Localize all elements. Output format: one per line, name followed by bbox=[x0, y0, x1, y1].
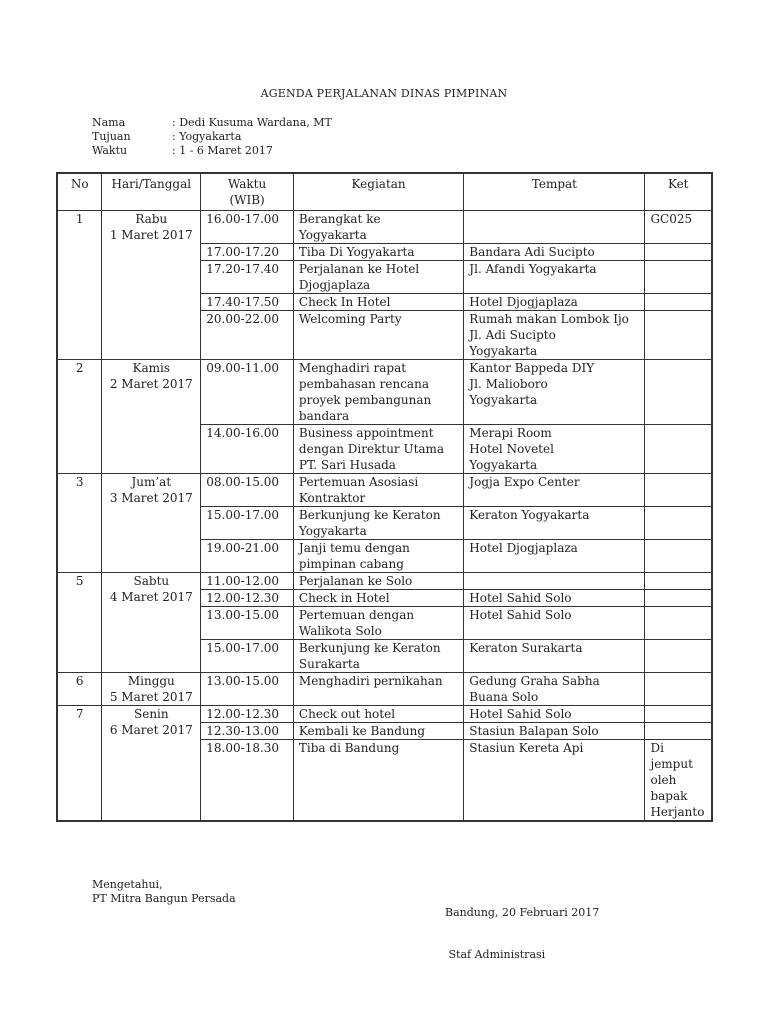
cell-day: Minggu 5 Maret 2017 bbox=[102, 673, 201, 706]
cell-time: 19.00-21.00 bbox=[201, 540, 294, 573]
cell-note: Di jemput oleh bapak Herjanto bbox=[645, 740, 712, 822]
cell-note bbox=[645, 507, 712, 540]
cell-no: 2 bbox=[57, 360, 102, 474]
meta-label: Tujuan bbox=[92, 130, 131, 143]
table-row bbox=[57, 706, 712, 723]
cell-note bbox=[645, 607, 712, 640]
cell-activity: Tiba di Bandung bbox=[293, 740, 463, 822]
footer-acknowledged: Mengetahui, bbox=[92, 878, 163, 891]
cell-time: 09.00-11.00 bbox=[201, 360, 294, 425]
cell-no: 7 bbox=[57, 706, 102, 822]
meta-row-nama bbox=[92, 116, 332, 130]
cell-activity: Berangkat ke Yogyakarta bbox=[293, 211, 463, 244]
cell-note bbox=[645, 673, 712, 706]
cell-activity: Janji temu dengan pimpinan cabang bbox=[293, 540, 463, 573]
cell-activity: Check In Hotel bbox=[293, 294, 463, 311]
cell-time: 11.00-12.00 bbox=[201, 573, 294, 590]
footer-company: PT Mitra Bangun Persada bbox=[92, 892, 236, 905]
cell-no: 6 bbox=[57, 673, 102, 706]
meta-value: : 1 - 6 Maret 2017 bbox=[172, 144, 273, 157]
cell-time: 13.00-15.00 bbox=[201, 607, 294, 640]
header-no: No bbox=[57, 173, 102, 211]
cell-time: 08.00-15.00 bbox=[201, 474, 294, 507]
cell-place: Stasiun Balapan Solo bbox=[464, 723, 645, 740]
cell-activity: Welcoming Party bbox=[293, 311, 463, 360]
cell-activity: Menghadiri pernikahan bbox=[293, 673, 463, 706]
document-title: AGENDA PERJALANAN DINAS PIMPINAN bbox=[260, 87, 508, 100]
meta-row-waktu bbox=[92, 144, 273, 158]
meta-value: : Dedi Kusuma Wardana, MT bbox=[172, 116, 332, 129]
cell-activity: Pertemuan dengan Walikota Solo bbox=[293, 607, 463, 640]
cell-place: Hotel Djogjaplaza bbox=[464, 294, 645, 311]
cell-time: 20.00-22.00 bbox=[201, 311, 294, 360]
cell-note: GC025 bbox=[645, 211, 712, 244]
cell-activity: Pertemuan Asosiasi Kontraktor bbox=[293, 474, 463, 507]
cell-place: Hotel Sahid Solo bbox=[464, 607, 645, 640]
cell-place: Rumah makan Lombok Ijo Jl. Adi Sucipto Yogyakarta bbox=[464, 311, 645, 360]
cell-place: Bandara Adi Sucipto bbox=[464, 244, 645, 261]
cell-activity: Perjalanan ke Solo bbox=[293, 573, 463, 590]
table-row bbox=[57, 673, 712, 706]
meta-row-tujuan bbox=[92, 130, 241, 144]
cell-no: 5 bbox=[57, 573, 102, 673]
cell-time: 12.30-13.00 bbox=[201, 723, 294, 740]
cell-day: Senin 6 Maret 2017 bbox=[102, 706, 201, 822]
cell-time: 12.00-12.30 bbox=[201, 706, 294, 723]
header-time: Waktu (WIB) bbox=[201, 173, 294, 211]
cell-place: Jogja Expo Center bbox=[464, 474, 645, 507]
cell-note bbox=[645, 294, 712, 311]
table-row bbox=[57, 474, 712, 507]
header-place: Tempat bbox=[464, 173, 645, 211]
footer-left bbox=[92, 878, 236, 906]
footer-role: Staf Administrasi bbox=[445, 948, 546, 961]
cell-activity: Perjalanan ke Hotel Djogjaplaza bbox=[293, 261, 463, 294]
cell-day: Sabtu 4 Maret 2017 bbox=[102, 573, 201, 673]
table-row bbox=[57, 360, 712, 425]
cell-note bbox=[645, 540, 712, 573]
cell-note bbox=[645, 311, 712, 360]
meta-label: Nama bbox=[92, 116, 126, 129]
table-row bbox=[57, 211, 712, 244]
cell-place: Stasiun Kereta Api bbox=[464, 740, 645, 822]
cell-no: 1 bbox=[57, 211, 102, 360]
cell-note bbox=[645, 425, 712, 474]
cell-place bbox=[464, 211, 645, 244]
cell-note bbox=[645, 723, 712, 740]
cell-place: Hotel Djogjaplaza bbox=[464, 540, 645, 573]
cell-place: Jl. Afandi Yogyakarta bbox=[464, 261, 645, 294]
cell-activity: Berkunjung ke Keraton Surakarta bbox=[293, 640, 463, 673]
cell-note bbox=[645, 261, 712, 294]
cell-note bbox=[645, 640, 712, 673]
cell-time: 12.00-12.30 bbox=[201, 590, 294, 607]
footer-right bbox=[445, 878, 599, 976]
cell-day: Kamis 2 Maret 2017 bbox=[102, 360, 201, 474]
agenda-table bbox=[56, 172, 713, 822]
header-day: Hari/Tanggal bbox=[102, 173, 201, 211]
cell-time: 15.00-17.00 bbox=[201, 640, 294, 673]
cell-note bbox=[645, 573, 712, 590]
cell-place: Hotel Sahid Solo bbox=[464, 706, 645, 723]
cell-activity: Kembali ke Bandung bbox=[293, 723, 463, 740]
cell-time: 13.00-15.00 bbox=[201, 673, 294, 706]
meta-value: : Yogyakarta bbox=[172, 130, 242, 143]
cell-time: 17.00-17.20 bbox=[201, 244, 294, 261]
table-header-row bbox=[57, 173, 712, 211]
header-activity: Kegiatan bbox=[293, 173, 463, 211]
cell-activity: Berkunjung ke Keraton Yogyakarta bbox=[293, 507, 463, 540]
cell-activity: Check out hotel bbox=[293, 706, 463, 723]
cell-place: Keraton Yogyakarta bbox=[464, 507, 645, 540]
cell-activity: Tiba Di Yogyakarta bbox=[293, 244, 463, 261]
cell-time: 16.00-17.00 bbox=[201, 211, 294, 244]
cell-note bbox=[645, 474, 712, 507]
cell-no: 3 bbox=[57, 474, 102, 573]
cell-day: Rabu 1 Maret 2017 bbox=[102, 211, 201, 360]
cell-place: Keraton Surakarta bbox=[464, 640, 645, 673]
cell-time: 14.00-16.00 bbox=[201, 425, 294, 474]
agenda-body bbox=[57, 211, 712, 822]
cell-time: 18.00-18.30 bbox=[201, 740, 294, 822]
header-note: Ket bbox=[645, 173, 712, 211]
cell-time: 17.40-17.50 bbox=[201, 294, 294, 311]
meta-label: Waktu bbox=[92, 144, 128, 157]
cell-activity: Check in Hotel bbox=[293, 590, 463, 607]
cell-place: Hotel Sahid Solo bbox=[464, 590, 645, 607]
cell-activity: Menghadiri rapat pembahasan rencana proyek pembangunan bandara bbox=[293, 360, 463, 425]
cell-time: 17.20-17.40 bbox=[201, 261, 294, 294]
cell-place bbox=[464, 573, 645, 590]
cell-place: Kantor Bappeda DIY Jl. Malioboro Yogyakarta bbox=[464, 360, 645, 425]
footer-date: Bandung, 20 Februari 2017 bbox=[445, 906, 600, 919]
cell-note bbox=[645, 706, 712, 723]
cell-note bbox=[645, 360, 712, 425]
cell-activity: Business appointment dengan Direktur Utama PT. Sari Husada bbox=[293, 425, 463, 474]
cell-place: Gedung Graha Sabha Buana Solo bbox=[464, 673, 645, 706]
cell-note bbox=[645, 244, 712, 261]
cell-day: Jum’at 3 Maret 2017 bbox=[102, 474, 201, 573]
table-row bbox=[57, 573, 712, 590]
cell-time: 15.00-17.00 bbox=[201, 507, 294, 540]
cell-place: Merapi Room Hotel Novetel Yogyakarta bbox=[464, 425, 645, 474]
cell-note bbox=[645, 590, 712, 607]
